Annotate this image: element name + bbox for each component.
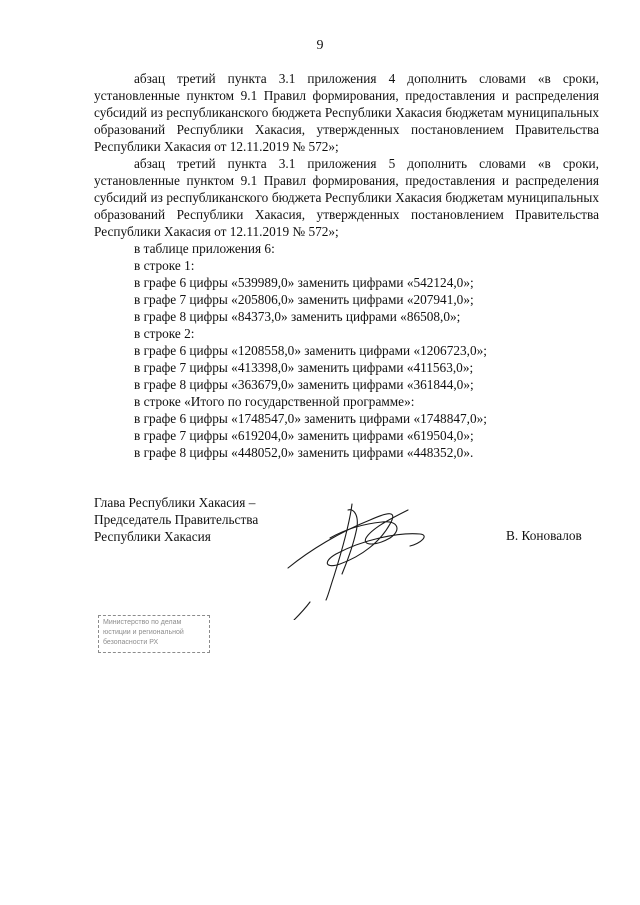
signer-name: В. Коновалов [506, 528, 582, 543]
stamp-line: Министерство по делам [103, 619, 182, 626]
text-line: в строке «Итого по государственной программе»: [134, 394, 415, 409]
signatory-title-line: Республики Хакасия [94, 529, 211, 544]
signatory-title-line: Глава Республики Хакасия – [94, 495, 256, 510]
text-line: в графе 6 цифры «1748547,0» заменить цифрами «1748847,0»; [134, 411, 487, 426]
signatory-title-line: Председатель Правительства [94, 512, 259, 527]
text-line: в строке 1: [134, 258, 195, 273]
text-line: в таблице приложения 6: [134, 241, 275, 256]
text-line: в графе 7 цифры «205806,0» заменить цифрами «207941,0»; [134, 292, 474, 307]
text-line: в графе 8 цифры «363679,0» заменить цифрами «361844,0»; [134, 377, 474, 392]
text-line: в графе 6 цифры «539989,0» заменить цифрами «542124,0»; [134, 275, 474, 290]
text-line: в графе 6 цифры «1208558,0» заменить цифрами «1206723,0»; [134, 343, 487, 358]
signatory-title [94, 494, 258, 545]
registration-stamp [98, 615, 210, 653]
text-line: в графе 7 цифры «413398,0» заменить цифрами «411563,0»; [134, 360, 474, 375]
text-line: в графе 8 цифры «84373,0» заменить цифрами «86508,0»; [134, 309, 461, 324]
text-line: в графе 7 цифры «619204,0» заменить цифрами «619504,0»; [134, 428, 474, 443]
stamp-line: безопасности РХ [103, 639, 159, 646]
handwritten-signature [270, 480, 470, 620]
stamp-line: юстиции и региональной [103, 629, 184, 636]
document-body [94, 70, 599, 461]
paragraph: абзац третий пункта 3.1 приложения 4 дополнить словами «в сроки, установленные пунктом 9.1 Правил формирования, предоставления и распределения субсидий из республиканского бюджета Республики Хакасия бюджетам муниципальных образований Республики Хакасия, утвержденных постановлением Правительства Республики Хакасия от 12.11.2019 № 572»; [94, 71, 599, 154]
text-line: в графе 8 цифры «448052,0» заменить цифрами «448352,0». [134, 445, 474, 460]
paragraph: абзац третий пункта 3.1 приложения 5 дополнить словами «в сроки, установленные пунктом 9.1 Правил формирования, предоставления и распределения субсидий из республиканского бюджета Республики Хакасия бюджетам муниципальных образований Республики Хакасия, утвержденных постановлением Правительства Республики Хакасия от 12.11.2019 № 572»; [94, 156, 599, 239]
text-line: в строке 2: [134, 326, 195, 341]
page-number: 9 [316, 38, 324, 53]
